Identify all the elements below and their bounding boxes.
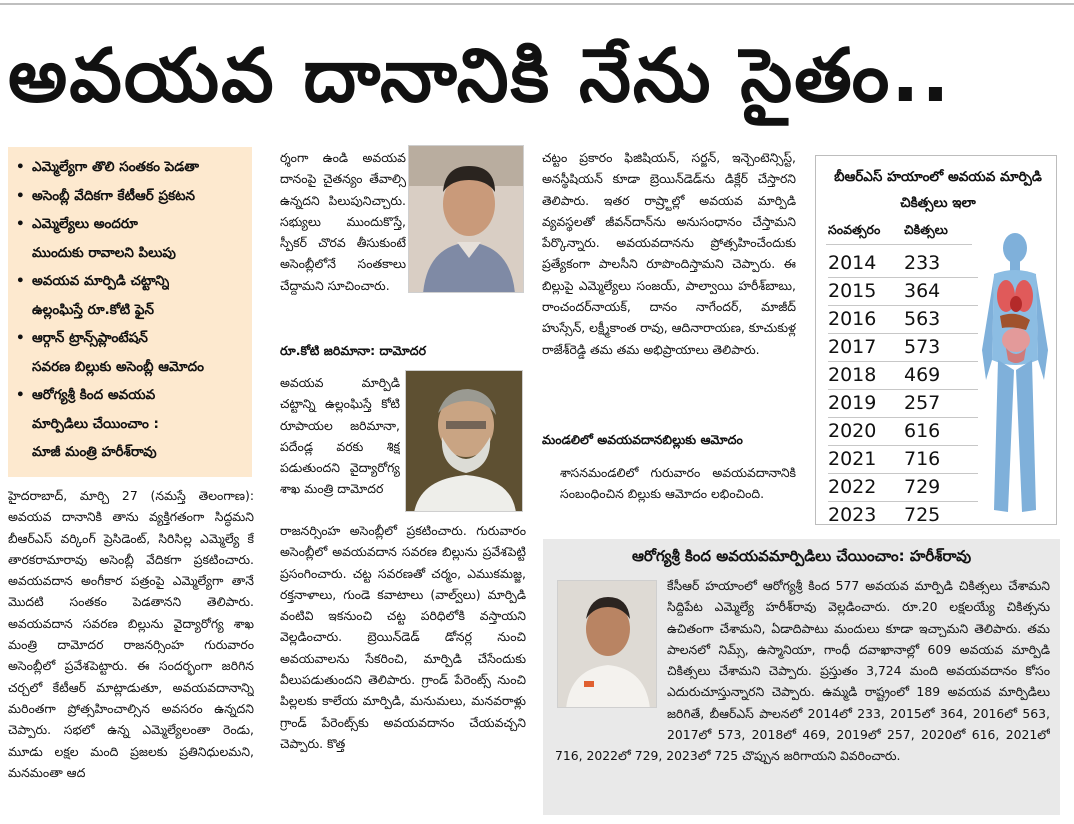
highlight-item: • అసెంబ్లీ వేదికగా కేటీఆర్ ప్రకటన [16,187,196,204]
article-column-1: హైదరాబాద్, మార్చి 27 (నమస్తే తెలంగాణ): అవయవ దానానికి తాను వ్యక్తిగతంగా సిద్ధమని బీఆర్‌ఎస్ వర్కింగ్ ప్రెసిడెంట్, సిరిసిల్ల ఎమ్మెల్యే కే తారకరామారావు అసెంబ్లీ వేదికగా ప్రకటించారు. అవయవదాన అంగీకార పత్రంపై ఎమ్మెల్యేగా తానే మొదటి సంతకం పెడతానని తెలిపారు. అవయవదాన సవరణ బిల్లును వైద్యారోగ్య శాఖ మంత్రి దామోదర రాజనర్సింహ గురువారం అసెంబ్లీలో ప్రవేశపెట్టారు. ఈ సందర్భంగా జరిగిన చర్చలో కేటీఆర్ మాట్లాడుతూ, అవయవదానాన్ని మరింతగా ప్రోత్సహించాల్సిన అవసరం ఉన్నదని చెప్పారు. సభలో ఉన్న ఎమ్మెల్యేలంతా రెండు, మూడు లక్షల మంది ప్రజలకు ప్రతినిధులమని, మనమంతా ఆద [8,488,254,780]
article-column-3: చట్టం ప్రకారం ఫిజిషియన్, సర్జన్, ఇన్చెంటెన్సిస్ట్, అనస్థీషియన్ కూడా బ్రెయిన్‌డెడ్‌ను డిక్లేర్ చేస్తారని తెలిపారు. ఇతర రాష్ర్టాల్లో అవయవ మార్పిడి వ్యవస్థలతో జీవన్‌దాన్‌ను అనుసంధానం చేస్తామని పేర్కొన్నారు. అవయవదానను ప్రోత్సహించేందుకు ప్రత్యేకంగా పాలసీని రూపొందిస్తామని చెప్పారు. ఈ బిల్లుపై ఎమ్మెల్యేలు సంజయ్, పాల్వాయి హరీశ్‌బాబు, రాంచందర్‌నాయక్, దానం నాగేందర్, మాజీద్ హుస్సేన్, లక్ష్మీకాంత రావు, ఆదినారాయణ, కూచుకుళ్ల రాజేశ్‌రెడ్డి తమ తమ అభిప్రాయాలు తెలిపారు. [542,150,796,357]
highlight-item: • అవయవ మార్పిడి చట్టాన్ని [16,273,170,289]
stats-col-year: సంవత్సరం [828,222,881,237]
highlights-box [8,147,252,477]
article-column-3b: శాసనమండలిలో గురువారం అవయవదానానికి సంబంధించిన బిల్లుకు ఆమోదం లభించింది. [560,465,796,502]
harish-photo [557,580,657,708]
table-row: 2015 364 [828,278,978,306]
person-photo-icon [558,581,657,708]
harish-box-title: ఆరోగ్యశ్రీ కింద అవయవమార్పిడిలు చేయించాం: హరీశ్‌రావు [631,547,972,565]
table-row: 2022 729 [828,474,978,502]
stats-table [828,250,978,529]
article-column-2c: రాజనర్సింహ అసెంబ్లీలో ప్రకటించారు. గురువారం అసెంబ్లీలో అవయవదాన సవరణ బిల్లును ప్రవేశపెట్టి ప్రసంగించారు. చట్ట సవరణతో చర్మం, ఎముకమజ్జ, రక్తనాళాలు, గుండె కవాటాలు (వాల్వ్‌లు) మార్పిడి వంటివి ఇకనుంచి చట్ట పరిధిలోకి వస్తాయని వెల్లడించారు. బ్రెయిన్‌డెడ్ డోనర్ల నుంచి అవయవాలను సేకరించి, మార్పిడి చేసేందుకు వీలుపడుతుందని తెలిపారు. గ్రాండ్ పేరెంట్స్ నుంచి పిల్లలకు కాలేయ మార్పిడి, మనుమలు, మనవరాళ్లు గ్రాండ్ పేరెంట్స్‌కు అవయవదానం చేయవచ్చని చెప్పారు. కొత్త [280,523,526,751]
subheading-fine: రూ.కోటి జరిమానా: దామోదర [280,343,426,358]
table-row: 2020 616 [828,418,978,446]
stats-box [815,155,1057,525]
top-rule [0,3,1074,5]
harish-box-body: కేసీఆర్ హయాంలో ఆరోగ్యశ్రీ కింద 577 అవయవ మార్పిడి చికిత్సలు చేశామని సిద్దిపేట ఎమ్మెల్యే హరీశ్‌రావు వెల్లడించారు. రూ.20 లక్షలయ్యే చికిత్సను ఉచితంగా చేశామని, ఏడాదిపాటు మందులు కూడా ఇచ్చామని తెలిపారు. తమ పాలనలో నిమ్స్, ఉస్మానియా, గాంధీ దవాఖానాల్లో 609 అవయవ మార్పిడి చికిత్సలు చేశామని చెప్పారు. ప్రస్తుతం 3,724 మంది అవయవదానం కోసం ఎదురుచూస్తున్నారని చెప్పారు. ఉమ్మడి రాష్ట్రంలో 189 అవయవ మార్పిడిలు జరిగితే, బీఆర్‌ఎస్ పాలనలో 2014లో 233, 2015లో 364, 2016లో 563, 2017లో 573, 2018లో 469, 2019లో 257, 2020లో 616, 2021లో 716, 2022లో 729, 2023లో 725 చొప్పున జరిగాయని వివరించారు. [555,578,1050,764]
table-row: 2023 725 [828,504,941,526]
highlight-item: • ఎమ్మెల్యేగా తొలి సంతకం పెడతా [16,159,200,175]
highlight-item-continued: ఉల్లంఘిస్తే రూ.కోటి ఫైన్ [32,301,155,318]
highlight-item-continued: మార్పిడిలు చేయించాం : [32,415,159,432]
table-row: 2019 257 [828,390,978,418]
headline: అవయవ దానానికి నేను సైతం.. [8,33,952,119]
stats-title: బీఆర్‌ఎస్ హయాంలో అవయవ మార్పిడి చికిత్సలు ఇలా [834,169,1042,211]
table-row: 2018 469 [828,362,978,390]
highlight-item: • ఆర్గాన్ ట్రాన్స్‌ప్లాంటేషన్ [16,330,148,346]
highlight-item: • ఎమ్మెల్యేలు అందరూ [16,216,138,232]
table-row: 2021 716 [828,446,978,474]
table-row: 2017 573 [828,334,978,362]
highlight-item-continued: సవరణ బిల్లుకు అసెంబ్లీ ఆమోదం [32,358,204,375]
highlight-item: • ఆరోగ్యశ్రీ కింద అవయవ [16,387,156,403]
person-photo-icon [409,146,524,293]
table-header-rule [826,244,972,245]
ktr-photo [408,145,524,293]
subheading-council: మండలిలో అవయవదానబిల్లుకు ఆమోదం [542,432,743,447]
damodar-photo [405,370,523,512]
human-anatomy-icon [976,230,1054,520]
table-row: 2016 563 [828,306,978,334]
highlight-item-continued: మాజీ మంత్రి హరీశ్‌రావు [32,444,157,460]
stats-col-count: చికిత్సలు [904,222,948,237]
highlight-item-continued: ముందుకు రావాలని పిలుపు [32,244,176,261]
article-column-2a: ర్శంగా ఉండి అవయవ దానంపై చైతన్యం తేవాల్సి ఉన్నదని పిలుపునిచ్చారు. సభ్యులు ముందుకొస్తే, స్పీకర్ చొరవ తీసుకుంటే అసెంబ్లీలోనే సంతకాలు చేద్దామని సూచించారు. [280,150,406,293]
article-column-2b: అవయవ మార్పిడి చట్టాన్ని ఉల్లంఘిస్తే కోటి రూపాయల జరిమానా, పదేండ్ల వరకు శిక్ష పడుతుందని వైద్యారోగ్య శాఖ మంత్రి దామోదర [280,375,400,497]
table-row: 2014 233 [828,250,978,278]
person-photo-icon [406,371,523,512]
